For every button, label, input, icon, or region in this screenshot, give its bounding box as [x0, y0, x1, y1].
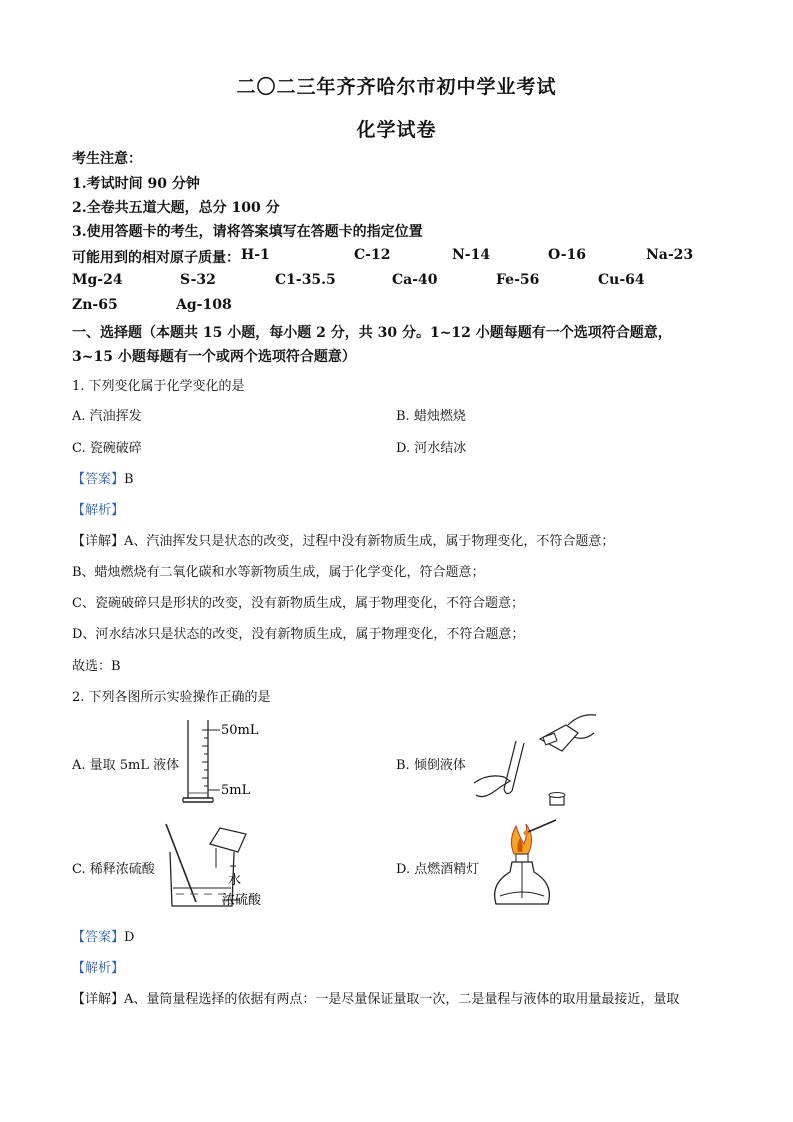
- answer-tag: 【答案】: [72, 472, 125, 487]
- option-d: D. 河水结冰: [396, 441, 467, 456]
- alcohol-lamp-figure: [484, 814, 564, 914]
- detail-text: B、蜡烛燃烧有二氧化碳和水等新物质生成，属于化学变化，符合题意；: [72, 565, 485, 580]
- option-a: A. 量取 5mL 液体: [72, 758, 180, 773]
- atomic-mass: Cu-64: [598, 272, 645, 288]
- exam-title: 二〇二三年齐齐哈尔市初中学业考试: [236, 76, 557, 98]
- atomic-mass: O-16: [548, 247, 587, 263]
- atomic-mass-label: 可能用到的相对原子质量：: [72, 250, 240, 266]
- question-stem: 2. 下列各图所示实验操作正确的是: [72, 690, 271, 705]
- option-c: C. 稀释浓硫酸: [72, 862, 155, 877]
- option-b: B. 倾倒液体: [396, 758, 466, 773]
- acid-label: 浓硫酸: [222, 893, 262, 908]
- analysis-tag: 【解析】: [72, 961, 125, 976]
- detail-tag: 【详解】: [72, 992, 125, 1007]
- notice-item: 1.考试时间 90 分钟: [72, 176, 200, 192]
- option-d: D. 点燃酒精灯: [396, 862, 480, 877]
- notice-item: 2.全卷共五道大题，总分 100 分: [72, 200, 280, 216]
- option-b: B. 蜡烛燃烧: [396, 409, 466, 424]
- question-stem: 1. 下列变化属于化学变化的是: [72, 379, 245, 394]
- conclusion: 故选：B: [72, 659, 121, 674]
- atomic-mass: Ag-108: [176, 297, 232, 313]
- atomic-mass: Na-23: [646, 247, 694, 263]
- atomic-mass: C1-35.5: [275, 272, 336, 288]
- detail-line: [72, 530, 614, 549]
- atomic-mass: C-12: [354, 247, 391, 263]
- section-heading-cont: 3~15 小题每题有一个或两个选项符合题意）: [72, 349, 356, 365]
- exam-subtitle: 化学试卷: [356, 119, 437, 141]
- option-a: A. 汽油挥发: [72, 409, 142, 424]
- detail-text: D、河水结冰只是状态的改变，没有新物质生成，属于物理变化，不符合题意；: [72, 627, 525, 642]
- water-label: 水: [228, 873, 242, 888]
- answer-tag: 【答案】: [72, 930, 125, 945]
- answer-line: [72, 468, 134, 487]
- detail-text: C、瓷碗破碎只是形状的改变，没有新物质生成，属于物理变化，不符合题意；: [72, 596, 524, 611]
- detail-line: [72, 988, 679, 1007]
- atomic-mass: Fe-56: [496, 272, 540, 288]
- atomic-mass: Zn-65: [72, 297, 118, 313]
- answer-value: D: [124, 930, 135, 945]
- cylinder-top-label: 50mL: [221, 723, 259, 738]
- atomic-mass: Ca-40: [392, 272, 438, 288]
- detail-tag: 【详解】: [72, 534, 125, 549]
- atomic-mass: Mg-24: [72, 272, 123, 288]
- pouring-liquid-figure: [470, 711, 600, 811]
- analysis-tag: 【解析】: [72, 503, 125, 518]
- graduated-cylinder-figure: [180, 716, 260, 808]
- detail-text: A、量筒量程选择的依据有两点：一是尽量保证量取一次，二是量程与液体的取用量最接近，量取: [124, 992, 680, 1007]
- dilute-acid-figure: [160, 818, 275, 914]
- notice-item: 3.使用答题卡的考生，请将答案填写在答题卡的指定位置: [72, 224, 423, 240]
- answer-line: [72, 926, 134, 945]
- option-c: C. 瓷碗破碎: [72, 441, 142, 456]
- notice-heading: 考生注意：: [72, 151, 142, 167]
- section-heading: 一、选择题（本题共 15 小题，每小题 2 分，共 30 分。1~12 小题每题有一个选项符合题意，: [72, 325, 672, 341]
- atomic-mass: N-14: [452, 247, 491, 263]
- atomic-mass: H-1: [241, 247, 270, 263]
- answer-value: B: [124, 472, 134, 487]
- atomic-mass: S-32: [180, 272, 216, 288]
- cylinder-bottom-label: 5mL: [221, 783, 251, 798]
- detail-text: A、汽油挥发只是状态的改变，过程中没有新物质生成，属于物理变化，不符合题意；: [124, 534, 615, 549]
